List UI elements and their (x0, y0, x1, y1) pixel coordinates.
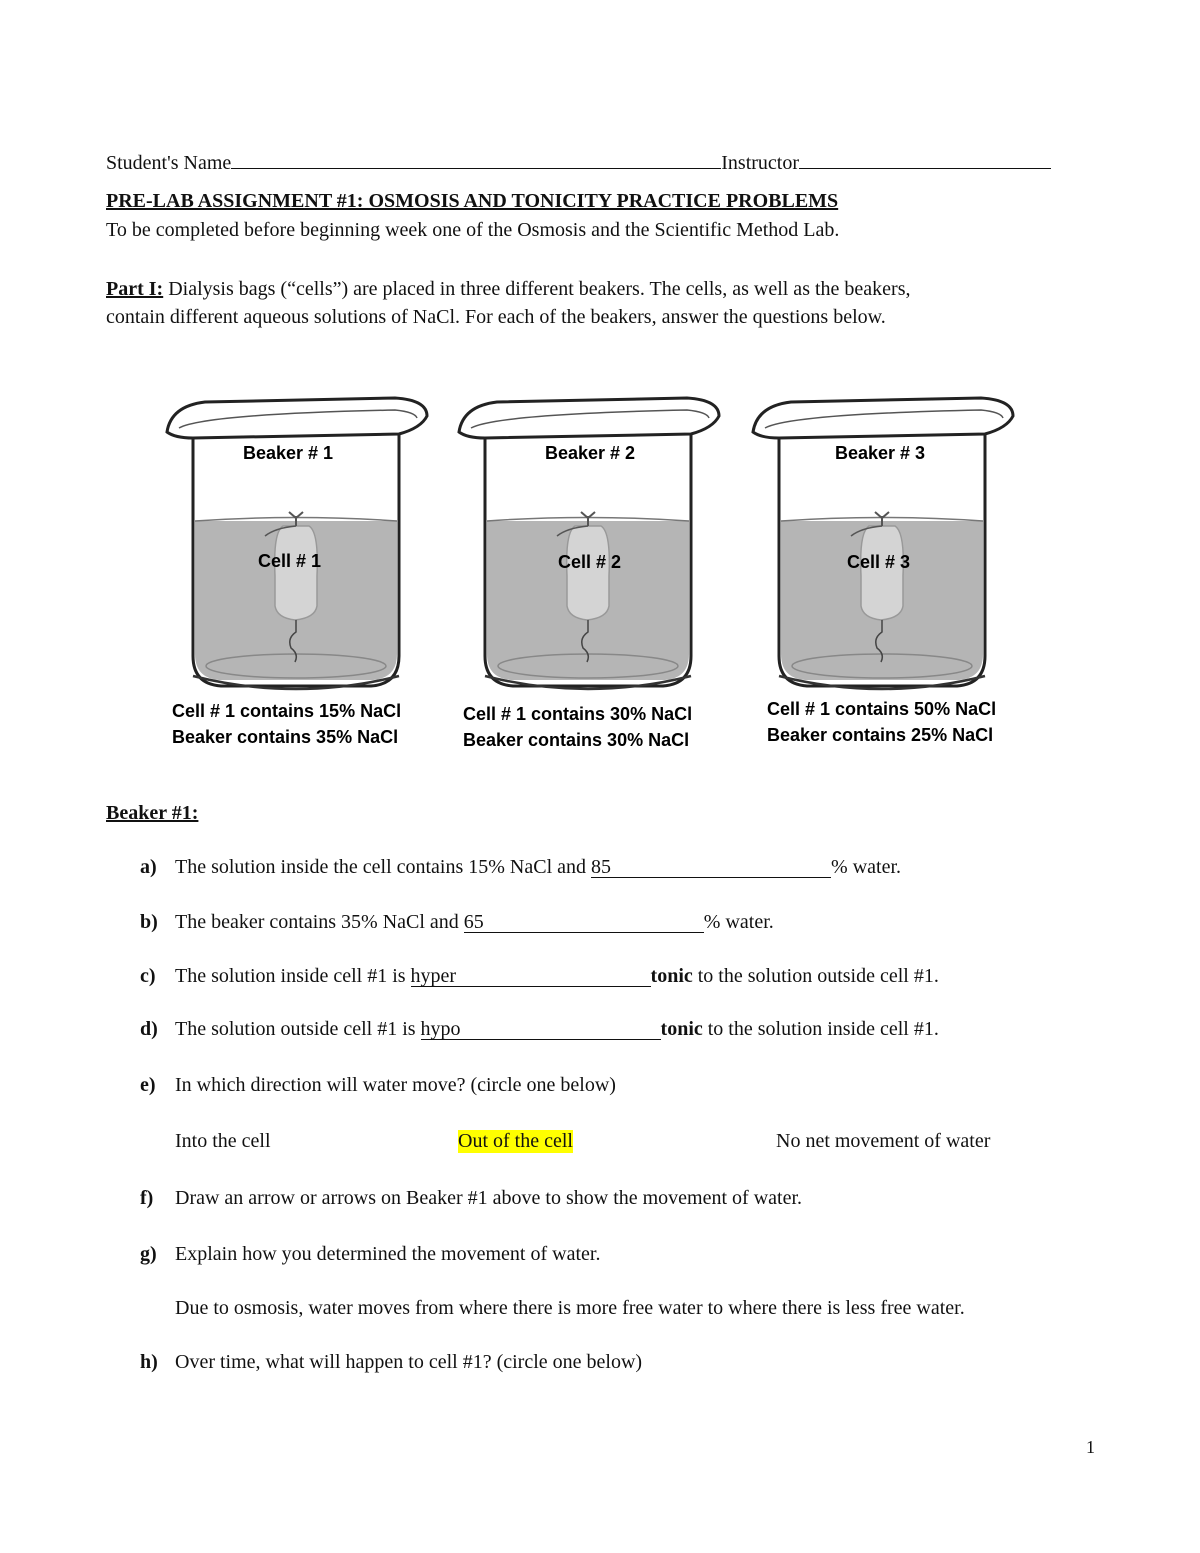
question-a-letter: a) (140, 856, 157, 878)
question-d-answer: hypo (420, 1018, 461, 1040)
part1-label: Part I: (106, 278, 164, 300)
student-name-row (106, 150, 1051, 175)
question-f-text: Draw an arrow or arrows on Beaker #1 above to show the movement of water. (175, 1187, 803, 1209)
question-g-text: Explain how you determined the movement of water. (175, 1243, 601, 1265)
question-c-answer-field[interactable] (411, 966, 651, 987)
beaker-3-solution-concentration: Beaker contains 25% NaCl (767, 725, 994, 745)
option-into-cell[interactable]: Into the cell (175, 1130, 271, 1152)
part1-text (106, 275, 910, 331)
section-title: Beaker #1: (106, 802, 199, 824)
question-b-suffix: % water. (703, 911, 774, 933)
question-f-letter: f) (140, 1187, 154, 1209)
option-out-of-cell[interactable]: Out of the cell (458, 1130, 573, 1152)
question-h-letter: h) (140, 1351, 158, 1373)
beaker-1-graphic (167, 398, 427, 689)
question-b-answer: 65 (463, 911, 484, 933)
question-h-text: Over time, what will happen to cell #1? (circle one below) (175, 1351, 643, 1373)
beaker-2-label: Beaker # 2 (545, 443, 636, 463)
beaker-3-label: Beaker # 3 (835, 443, 926, 463)
beaker-3-cell-concentration: Cell # 1 contains 50% NaCl (767, 699, 997, 719)
question-g-letter: g) (140, 1243, 157, 1265)
question-a-answer-field[interactable] (591, 857, 831, 878)
question-b-text: The beaker contains 35% NaCl and (175, 911, 464, 933)
beaker-2-cell-concentration: Cell # 1 contains 30% NaCl (463, 704, 693, 724)
student-name-field[interactable] (231, 150, 721, 169)
question-d-text: The solution outside cell #1 is (175, 1018, 421, 1040)
beaker-3-graphic (753, 398, 1013, 689)
cell-3-label: Cell # 3 (847, 552, 911, 572)
cell-1-label: Cell # 1 (258, 551, 322, 571)
question-d-letter: d) (140, 1018, 158, 1040)
question-a-answer: 85 (591, 856, 612, 878)
beaker-2-solution-concentration: Beaker contains 30% NaCl (463, 730, 690, 750)
option-no-net-movement[interactable]: No net movement of water (776, 1130, 991, 1152)
question-a-suffix: % water. (831, 856, 902, 878)
question-d-suffix: to the solution inside cell #1. (702, 1018, 939, 1040)
question-e-letter: e) (140, 1074, 156, 1096)
beaker-1-solution-concentration: Beaker contains 35% NaCl (172, 727, 399, 747)
student-name-label: Student's Name (106, 152, 232, 174)
question-c-tonic: tonic (650, 965, 693, 987)
question-c-answer: hyper (410, 965, 457, 987)
question-d-tonic: tonic (660, 1018, 703, 1040)
part1-line1: Dialysis bags (“cells”) are placed in three different beakers. The cells, as well as the beakers, (163, 278, 911, 300)
part1-line2: contain different aqueous solutions of NaCl. For each of the beakers, answer the questions below. (106, 306, 886, 328)
question-b-answer-field[interactable] (464, 912, 704, 933)
beaker-2-caption (463, 701, 692, 753)
question-b-letter: b) (140, 911, 158, 933)
question-g-answer[interactable]: Due to osmosis, water moves from where there is more free water to where there is less free water. (175, 1297, 965, 1319)
page-subtitle: To be completed before beginning week one of the Osmosis and the Scientific Method Lab. (106, 219, 840, 241)
question-c-letter: c) (140, 965, 156, 987)
instructor-field[interactable] (799, 150, 1051, 169)
beaker-3-caption (767, 696, 996, 748)
question-c-text: The solution inside cell #1 is (175, 965, 411, 987)
question-a-text: The solution inside the cell contains 15% NaCl and (175, 856, 592, 878)
cell-2-label: Cell # 2 (558, 552, 622, 572)
page-number: 1 (1086, 1437, 1095, 1457)
question-a (175, 856, 901, 879)
question-d-answer-field[interactable] (421, 1019, 661, 1040)
question-c-suffix: to the solution outside cell #1. (692, 965, 939, 987)
question-b (175, 911, 774, 934)
question-d (175, 1018, 939, 1041)
question-e-text: In which direction will water move? (circle one below) (175, 1074, 616, 1096)
beaker-1-caption (172, 698, 401, 750)
beaker-2-graphic (459, 398, 719, 689)
instructor-label: Instructor (721, 152, 800, 174)
beaker-1-cell-concentration: Cell # 1 contains 15% NaCl (172, 701, 402, 721)
beaker-1-label: Beaker # 1 (243, 443, 334, 463)
page-title: PRE-LAB ASSIGNMENT #1: OSMOSIS AND TONICITY PRACTICE PROBLEMS (106, 190, 839, 212)
question-c (175, 965, 939, 988)
